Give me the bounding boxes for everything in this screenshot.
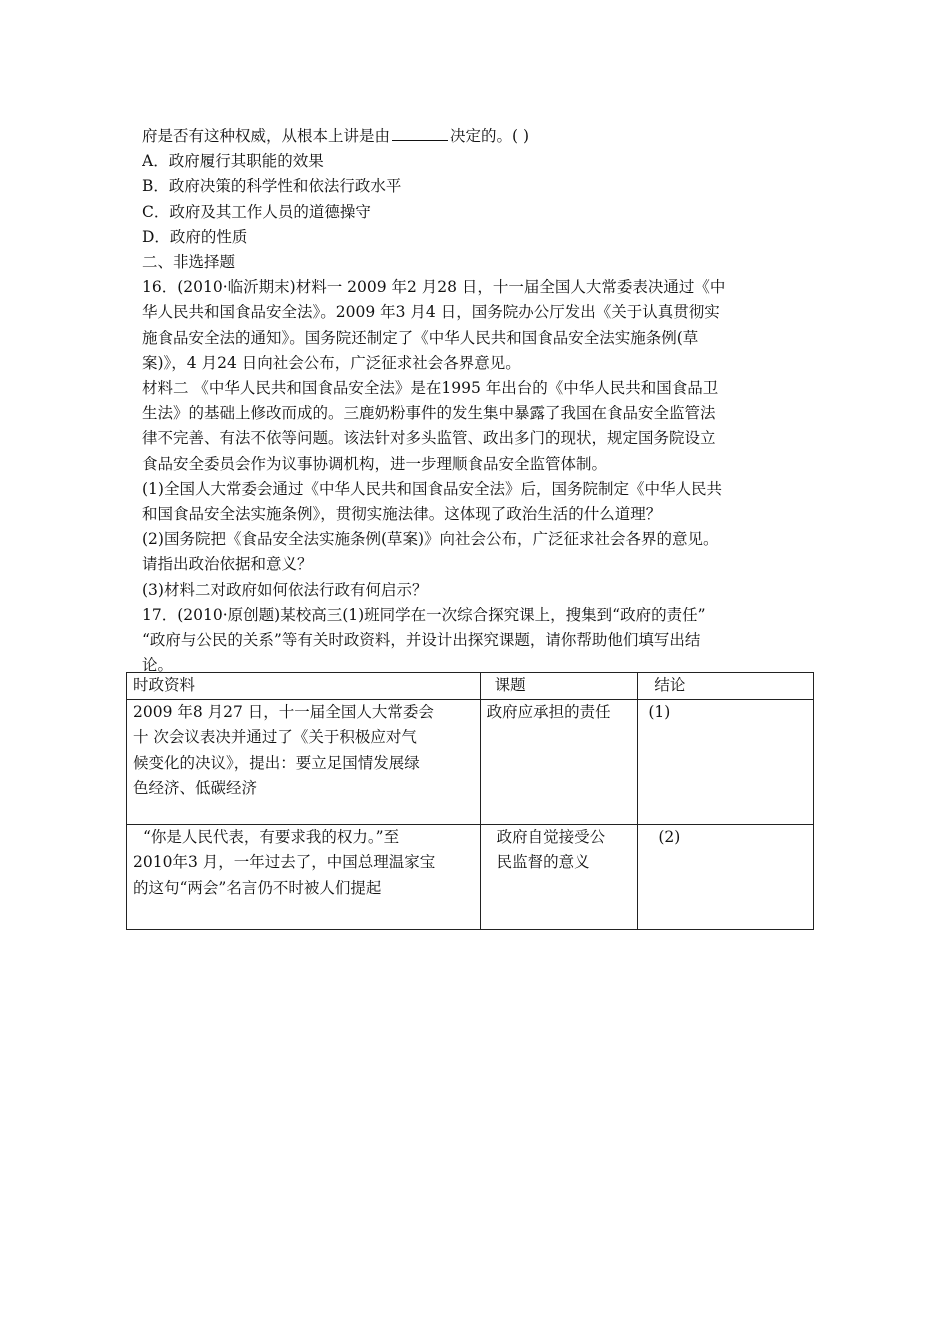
table-header-material: 时政资料 bbox=[127, 673, 481, 700]
option-b: B．政府决策的科学性和依法行政水平 bbox=[142, 177, 402, 196]
cell-line: 候变化的决议》，提出：要立足国情发展绿 bbox=[133, 753, 420, 772]
section-title: 二、非选择题 bbox=[142, 253, 236, 272]
document-body bbox=[142, 124, 814, 678]
cell-line: 政府应承担的责任 bbox=[486, 702, 611, 721]
table-header-conclusion bbox=[638, 673, 814, 700]
cell-line: 民监督的意义 bbox=[496, 853, 590, 871]
option-d: D．政府的性质 bbox=[142, 227, 248, 246]
table-cell-conclusion bbox=[638, 824, 814, 929]
question-16-line: (2)国务院把《食品安全法实施条例(草案)》向社会公布，广泛征求社会各界的意见。 bbox=[142, 530, 719, 549]
conclusion-answer-slot: (1) bbox=[648, 702, 671, 721]
table-header-topic bbox=[480, 673, 638, 700]
table-cell-material bbox=[127, 699, 481, 824]
option-a: A．政府履行其职能的效果 bbox=[142, 152, 324, 171]
table-header-topic-text: 课题 bbox=[494, 676, 526, 694]
question-16-line: 材料二 《中华人民共和国食品安全法》是在1995 年出台的《中华人民共和国食品卫 bbox=[142, 379, 719, 398]
cell-line: 政府自觉接受公 bbox=[496, 827, 606, 846]
table-cell-topic bbox=[480, 699, 638, 824]
cell-line: “你是人民代表，有要求我的权力。”至 bbox=[143, 827, 400, 846]
question-16-line: (3)材料二对政府如何依法行政有何启示？ bbox=[142, 580, 428, 599]
answer-blank bbox=[392, 126, 448, 141]
table-cell-conclusion bbox=[638, 699, 814, 824]
table-cell-topic bbox=[480, 824, 638, 929]
table-row bbox=[127, 699, 814, 824]
option-c: C．政府及其工作人员的道德操守 bbox=[142, 202, 371, 221]
table-row bbox=[127, 824, 814, 929]
conclusion-answer-slot: (2) bbox=[658, 827, 681, 846]
cell-line: 十 次会议表决并通过了《关于积极应对气 bbox=[133, 728, 417, 746]
question-16-line: 16．(2010·临沂期末)材料一 2009 年2 月28 日，十一届全国人大常委表决通过《中 bbox=[142, 278, 726, 297]
question-17-line: 论。 bbox=[142, 656, 174, 675]
question-16-line: 律不完善、有法不依等问题。该法针对多头监管、政出多门的现状，规定国务院设立 bbox=[142, 429, 716, 448]
table-header-row bbox=[127, 673, 814, 700]
cell-line: 2009 年8 月27 日，十一届全国人大常委会 bbox=[133, 702, 434, 721]
cell-line: 色经济、低碳经济 bbox=[133, 779, 258, 797]
table-header-conclusion-text: 结论 bbox=[654, 676, 686, 694]
question-15-stem-suffix: 决定的。( ) bbox=[450, 127, 530, 145]
question-17-line: “政府与公民的关系”等有关时政资料，并设计出探究课题，请你帮助他们填写出结 bbox=[142, 631, 701, 650]
cell-line: 的这句“两会”名言仍不时被人们提起 bbox=[133, 878, 382, 897]
question-16-line: 和国食品安全法实施条例》，贯彻实施法律。这体现了政治生活的什么道理？ bbox=[142, 505, 662, 524]
cell-line: 2010年3 月，一年过去了，中国总理温家宝 bbox=[133, 853, 436, 871]
question-15-stem-prefix: 府是否有这种权威，从根本上讲是由 bbox=[142, 127, 391, 145]
question-16-line: 食品安全委员会作为议事协调机构，进一步理顺食品安全监管体制。 bbox=[142, 454, 608, 473]
question-17-line: 17．(2010·原创题)某校高三(1)班同学在一次综合探究课上，搜集到“政府的责任” bbox=[142, 605, 706, 624]
question-16-line: 案)》，4 月24 日向社会公布，广泛征求社会各界意见。 bbox=[142, 353, 521, 372]
question-17-table bbox=[126, 672, 814, 930]
question-15-stem bbox=[142, 124, 814, 149]
question-16-line: 请指出政治依据和意义？ bbox=[142, 555, 313, 574]
question-16-line: 华人民共和国食品安全法》。2009 年3 月4 日，国务院办公厅发出《关于认真贯彻实 bbox=[142, 303, 720, 322]
table-cell-material bbox=[127, 824, 481, 929]
question-16-line: 施食品安全法的通知》。国务院还制定了《中华人民共和国食品安全法实施条例(草 bbox=[142, 328, 699, 347]
question-16-line: (1)全国人大常委会通过《中华人民共和国食品安全法》后，国务院制定《中华人民共 bbox=[142, 479, 722, 498]
question-16-line: 生法》的基础上修改而成的。三鹿奶粉事件的发生集中暴露了我国在食品安全监管法 bbox=[142, 404, 716, 423]
